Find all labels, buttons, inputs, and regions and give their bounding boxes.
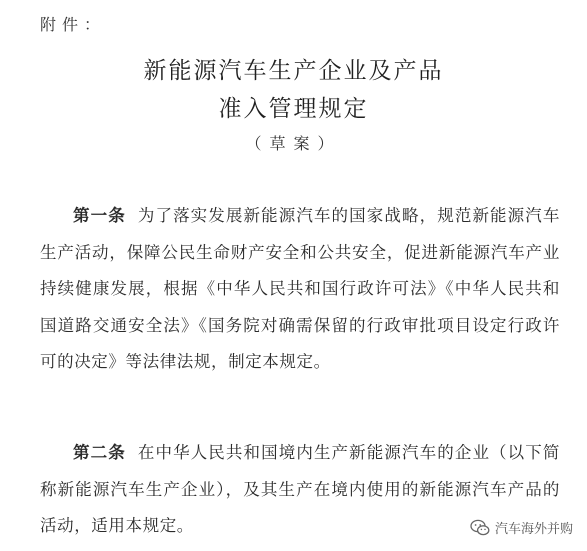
article-2-label: 第二条 (73, 443, 126, 462)
attachment-label: 附件： (40, 15, 107, 34)
wechat-icon (470, 519, 490, 536)
article-1-text: 为了落实发展新能源汽车的国家战略，规范新能源汽车生产活动，保障公民生命财产安全和公共安全，促进新能源汽车产业持续健康发展，根据《中华人民共和国行政许可法》《中华人民共和国道路交通安全法》《国务院对确需保留的行政审批项目设定行政许可的决定》等法律法规，制定本规定。 (40, 206, 560, 372)
watermark-text: 汽车海外并购 (494, 522, 573, 537)
watermark (470, 518, 573, 537)
article-2-text: 在中华人民共和国境内生产新能源汽车的企业（以下简称新能源汽车生产企业），及其生产在境内使用的新能源汽车产品的活动，适用本规定。 (40, 443, 560, 536)
draft-label: （草案） (245, 134, 342, 153)
article-1 (40, 198, 560, 381)
article-1-label: 第一条 (73, 206, 126, 225)
document-title-line-1: 新能源汽车生产企业及产品 (143, 58, 444, 84)
document-title-line-2: 准入管理规定 (218, 96, 369, 122)
